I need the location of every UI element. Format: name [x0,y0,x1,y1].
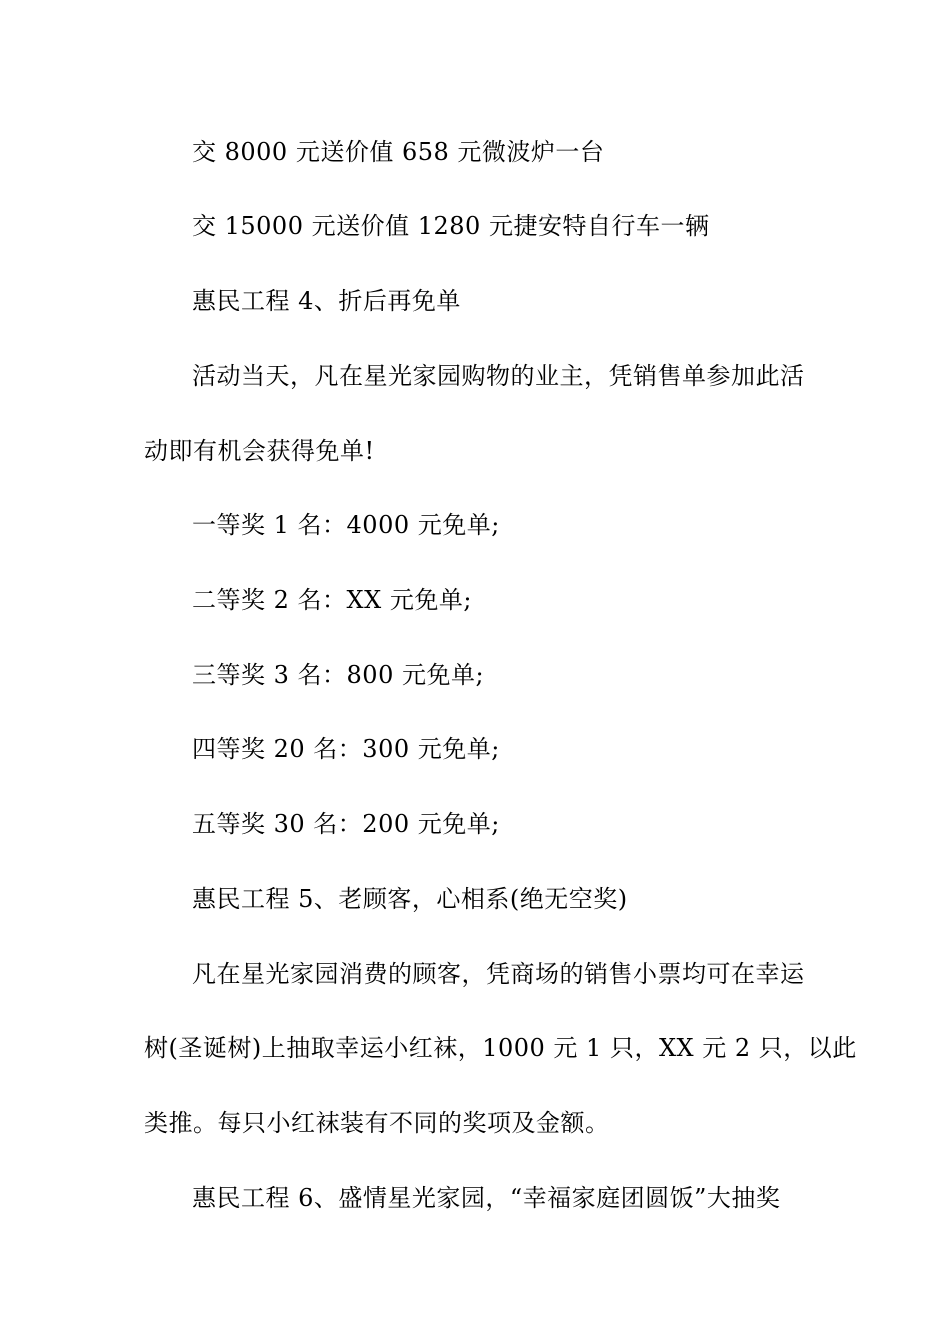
prize-line: 二等奖 2 名：XX 元免单; [192,586,472,614]
section-heading: 惠民工程 6、盛情星光家园，“幸福家庭团圆饭”大抽奖 [192,1184,781,1212]
paragraph-line: 交 8000 元送价值 658 元微波炉一台 [192,138,605,166]
section-heading: 惠民工程 4、折后再免单 [192,287,461,315]
prize-line: 四等奖 20 名：300 元免单; [192,735,500,763]
prize-line: 一等奖 1 名：4000 元免单; [192,511,500,539]
paragraph-line: 树(圣诞树)上抽取幸运小红袜，1000 元 1 只，XX 元 2 只，以此 [144,1034,857,1062]
paragraph-line: 交 15000 元送价值 1280 元捷安特自行车一辆 [192,212,710,240]
paragraph-line: 动即有机会获得免单! [144,437,375,465]
section-heading: 惠民工程 5、老顾客，心相系(绝无空奖) [192,885,628,913]
prize-line: 三等奖 3 名：800 元免单; [192,661,485,689]
paragraph-line: 活动当天，凡在星光家园购物的业主，凭销售单参加此活 [192,362,805,390]
paragraph-line: 类推。每只小红袜装有不同的奖项及金额。 [144,1109,610,1137]
prize-line: 五等奖 30 名：200 元免单; [192,810,500,838]
paragraph-line: 凡在星光家园消费的顾客，凭商场的销售小票均可在幸运 [192,960,805,988]
